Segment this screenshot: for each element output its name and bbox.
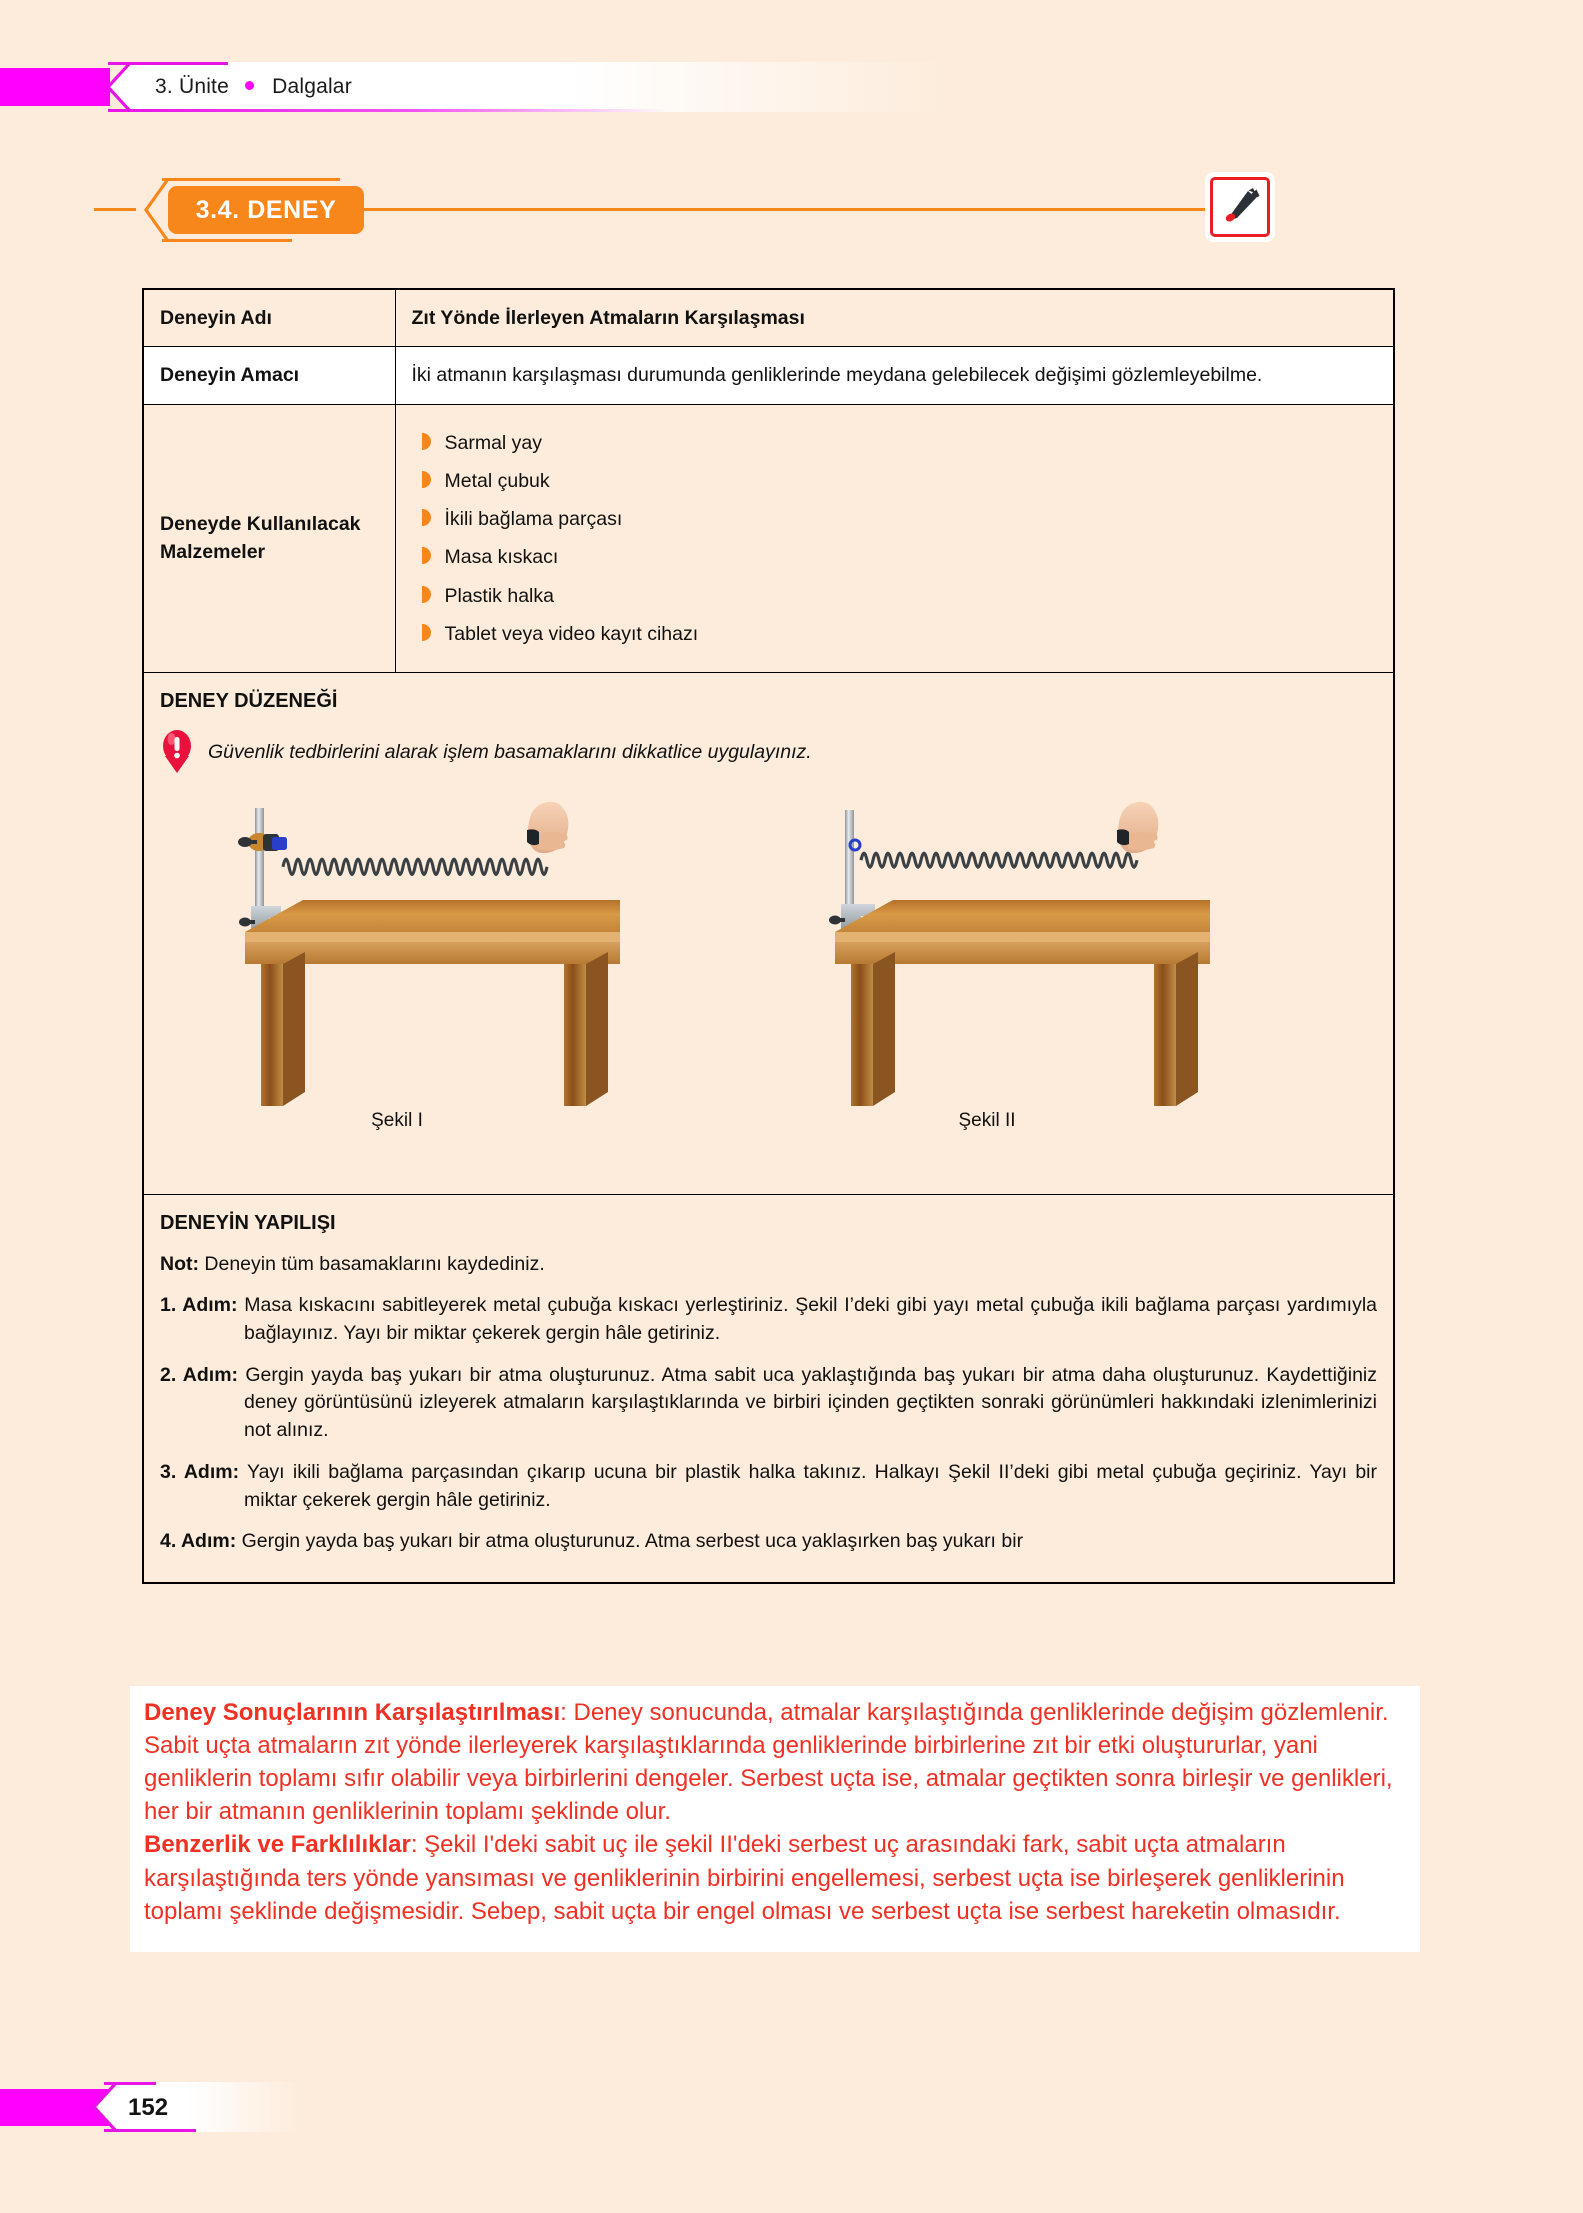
answer-overlay [130, 1686, 1420, 1952]
material-label: Plastik halka [444, 584, 554, 607]
procedure-step-label: 1. Adım: [160, 1294, 238, 1317]
setup-figures [160, 782, 1377, 1180]
procedure-step-label: 4. Adım: [160, 1530, 237, 1553]
header-rule-bottom [108, 109, 668, 112]
figure-2-caption-svg: Şekil II [958, 1110, 1016, 1132]
header-magenta-tab [0, 68, 110, 106]
table-row-setup [143, 673, 1394, 1195]
material-label: Masa kıskacı [444, 546, 559, 569]
row-label-materials: Deneyde Kullanılacak Malzemeler [143, 404, 395, 673]
figure-1-caption-svg: Şekil I [371, 1110, 423, 1132]
procedure-note-text: Deneyin tüm basamaklarını kaydediniz. [198, 1253, 545, 1276]
table-row-materials [143, 404, 1394, 673]
bullet-arrow-icon [422, 471, 431, 488]
bullet-arrow-icon [422, 509, 431, 526]
materials-list [412, 429, 1378, 649]
setup-warning [160, 730, 1377, 774]
experiment-title-bar [140, 178, 1270, 242]
overlay-paragraph-text: : Deney sonucunda, atmalar karşılaştığında genliklerinde değişim gözlemlenir. Sabit uçta atmaların zıt yönde ilerleyerek karşılaştıklarında genliklerinde birbirlerine zıt bir etki oluştururlar, yani genliklerin toplamı sıfır olabilir veya birbirlerini dengeler. Serbest uçta ise, atmalar geçtikten sonra birleşir ve genlikleri, her bir atmanın genliklerinin toplamı şeklinde olur. [144, 1699, 1393, 1826]
setup-warning-text: Güvenlik tedbirlerini alarak işlem basamaklarını dikkatlice uygulayınız. [208, 740, 812, 763]
procedure-step [160, 1362, 1377, 1445]
list-item [422, 620, 1378, 648]
page-header-ribbon [0, 62, 960, 114]
experiment-illustration [215, 782, 1430, 1132]
procedure-step [160, 1528, 1377, 1556]
experiment-table [142, 288, 1395, 1584]
row-value-experiment-name: Zıt Yönde İlerleyen Atmaların Karşılaşması [395, 289, 1394, 347]
overlay-paragraph-label: Deney Sonuçlarının Karşılaştırılması [144, 1699, 561, 1726]
bullet-arrow-icon [422, 586, 431, 603]
page-number: 152 [128, 2094, 169, 2121]
procedure-title: DENEYİN YAPILIŞI [160, 1212, 336, 1235]
row-value-experiment-purpose: İki atmanın karşılaşması durumunda genliklerinde meydana gelebilecek değişimi gözlemleyebilme. [395, 347, 1394, 404]
table-row-procedure [143, 1195, 1394, 1583]
list-item [422, 582, 1378, 610]
procedure-note-label: Not: [160, 1253, 199, 1276]
header-topic-label: Dalgalar [272, 75, 352, 98]
title-bar-long-rule [362, 208, 1270, 211]
table-row-name [143, 289, 1394, 347]
procedure-note [160, 1250, 1377, 1278]
procedure-step-text: Masa kıskacını sabitleyerek metal çubuğa kıskacı yerleştiriniz. Şekil I’deki gibi yayı metal çubuğa ikili bağlama parçası yardımıyla bağlayınız. Yayı bir miktar çekerek gergin hâle getiriniz. [237, 1294, 1378, 1345]
row-value-materials [395, 404, 1394, 673]
material-label: Tablet veya video kayıt cihazı [444, 622, 699, 645]
footer-white-band [95, 2082, 300, 2132]
setup-title: DENEY DÜZENEĞİ [160, 690, 338, 713]
pen-icon-box [1205, 172, 1275, 242]
section-title: 3.4. DENEY [168, 186, 364, 234]
bullet-arrow-icon [422, 433, 431, 450]
list-item [422, 467, 1378, 495]
table-row-purpose [143, 347, 1394, 404]
row-label-experiment-name: Deneyin Adı [143, 289, 395, 347]
title-bar-rule-bottom [162, 239, 292, 242]
overlay-paragraph-label: Benzerlik ve Farklılıklar [144, 1831, 411, 1859]
procedure-step-label: 3. Adım: [160, 1460, 240, 1483]
footer-chevron-icon [86, 2082, 120, 2132]
header-title [155, 75, 352, 99]
pen-nib-icon [1210, 177, 1270, 237]
material-label: Metal çubuk [444, 469, 550, 492]
procedure-step [160, 1292, 1377, 1347]
list-item [422, 505, 1378, 533]
overlay-paragraph [144, 1696, 1406, 1828]
procedure-step-text: Yayı ikili bağlama parçasından çıkarıp ucuna bir plastik halka takınız. Halkayı Şekil II’deki gibi metal çubuğa geçiriniz. Yayı bir miktar çekerek gergin hâle getiriniz. [239, 1460, 1378, 1511]
header-unit-label: 3. Ünite [155, 75, 229, 98]
material-label: Sarmal yay [444, 431, 543, 454]
bullet-arrow-icon [422, 624, 431, 641]
overlay-paragraph [144, 1828, 1406, 1927]
bullet-arrow-icon [422, 547, 431, 564]
exclamation-warning-icon [160, 730, 194, 774]
setup-cell [143, 673, 1394, 1195]
procedure-step-text: Gergin yayda baş yukarı bir atma oluşturunuz. Atma serbest uca yaklaşırken baş yukarı bir [236, 1530, 1024, 1553]
procedure-step-text: Gergin yayda baş yukarı bir atma oluşturunuz. Atma sabit uca yaklaştığında baş yukarı bir atma daha oluşturunuz. Kaydettiğiniz deney görüntüsünü izleyerek atmaların karşılaştıklarında ve birbiri içinden geçtikten sonraki görünümleri hakkındaki izlenimlerinizi not alınız. [238, 1363, 1377, 1442]
title-bar-rule-top [162, 178, 340, 181]
page-footer-ribbon [0, 2082, 460, 2134]
row-label-experiment-purpose: Deneyin Amacı [143, 347, 395, 404]
header-chevron-icon [100, 62, 134, 112]
procedure-step-label: 2. Adım: [160, 1363, 239, 1386]
material-label: İkili bağlama parçası [444, 508, 623, 531]
title-bar-left-dash [94, 208, 136, 211]
overlay-paragraph-text: : Şekil I'deki sabit uç ile şekil II'deki serbest uç arasındaki fark, sabit uçta atmaların karşılaştığında ters yönde yansıması ve genliklerinin birbirini engellemesi, serbest uçta ise birleşerek genliklerinin toplamı şeklinde değişmesidir. Sebep, sabit uçta bir engel olması ve serbest uçta ise serbest hareketin olmasıdır. [144, 1831, 1345, 1925]
procedure-cell [143, 1195, 1394, 1583]
list-item [422, 429, 1378, 457]
list-item [422, 543, 1378, 571]
header-dot-icon [245, 81, 254, 90]
procedure-step [160, 1459, 1377, 1514]
